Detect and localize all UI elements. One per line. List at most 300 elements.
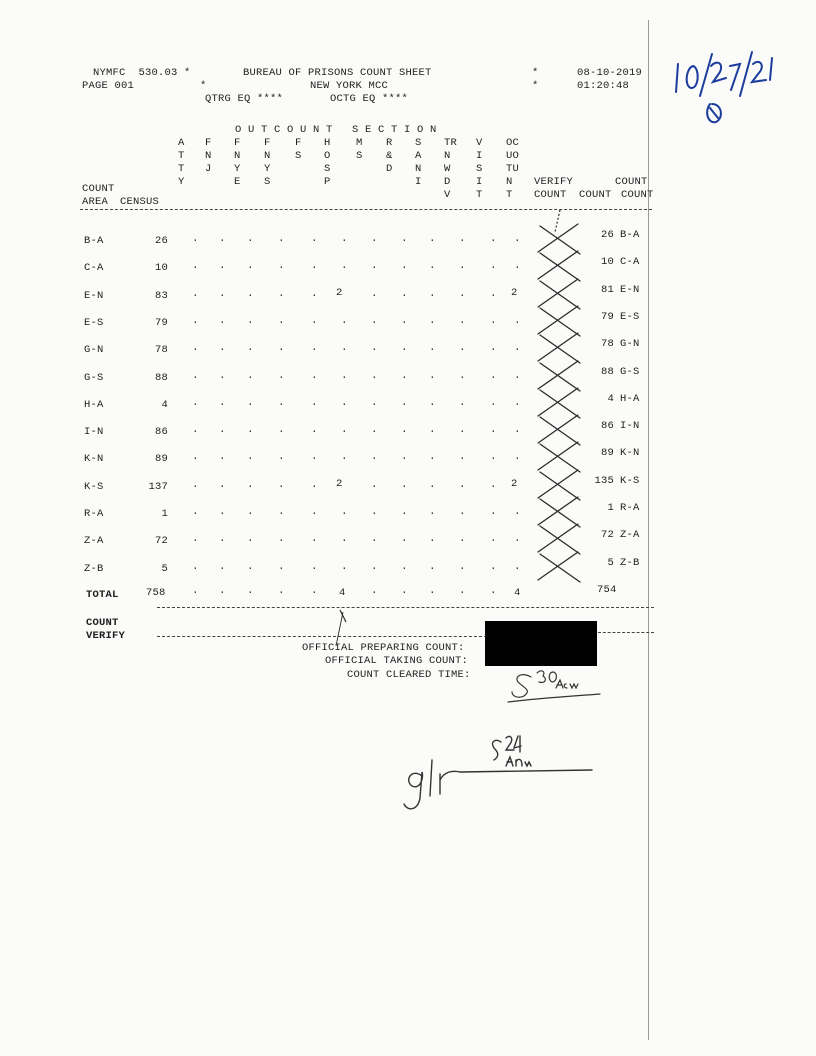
row-dot: .: [192, 233, 199, 245]
row-verify-count: 5: [607, 557, 614, 569]
column-header-letter: N: [415, 163, 422, 175]
row-dot: .: [371, 233, 378, 245]
row-dot: .: [459, 233, 466, 245]
row-dot: .: [459, 479, 466, 491]
column-header-letter: V: [476, 137, 483, 149]
row-dot: .: [371, 451, 378, 463]
row-dot: .: [341, 342, 348, 354]
total-hosp: 4: [339, 587, 346, 599]
row-dot: .: [514, 506, 521, 518]
row-dot: .: [341, 397, 348, 409]
row-count-area-right: G-S: [620, 366, 640, 378]
row-dot: .: [219, 233, 226, 245]
count-cleared-label: COUNT CLEARED TIME:: [347, 669, 471, 681]
row-dot: .: [219, 533, 226, 545]
row-verify-count: 86: [600, 420, 614, 432]
row-dot: .: [429, 533, 436, 545]
column-header-letter: H: [324, 137, 331, 149]
row-dot: .: [514, 424, 521, 436]
row-dot: .: [490, 479, 497, 491]
row-dot: .: [278, 424, 285, 436]
column-header-letter: W: [444, 163, 451, 175]
row-count-area-right: E-N: [620, 284, 640, 296]
row-count-area: K-N: [84, 453, 104, 465]
row-count-area: K-S: [84, 481, 104, 493]
row-dot: .: [247, 315, 254, 327]
column-header-letter: S: [415, 137, 422, 149]
row-dot: .: [192, 315, 199, 327]
column-header-letter: Y: [234, 163, 241, 175]
row-dot: .: [341, 533, 348, 545]
row-dot: .: [459, 424, 466, 436]
row-dot: .: [311, 233, 318, 245]
row-dot: .: [219, 561, 226, 573]
row-dot: .: [371, 533, 378, 545]
row-dot: .: [371, 260, 378, 272]
row-dot: .: [311, 451, 318, 463]
row-dot: .: [247, 506, 254, 518]
row-dot: .: [514, 233, 521, 245]
row-dot: .: [311, 397, 318, 409]
row-dot: .: [192, 561, 199, 573]
row-dot: .: [429, 479, 436, 491]
column-header-letter: N: [444, 150, 451, 162]
row-dot: .: [429, 342, 436, 354]
row-dot: .: [490, 424, 497, 436]
row-dot: .: [401, 506, 408, 518]
column-header-letter: J: [205, 163, 212, 175]
row-count-area: Z-B: [84, 563, 104, 575]
row-dot: .: [219, 260, 226, 272]
row-dot: .: [459, 397, 466, 409]
row-count-area: E-S: [84, 317, 104, 329]
count-header: COUNT: [579, 189, 612, 201]
header-right-star: *: [532, 80, 539, 92]
column-header-letter: S: [295, 150, 302, 162]
row-dot: .: [490, 561, 497, 573]
row-count-area-right: Z-B: [620, 557, 640, 569]
total-dot: .: [459, 585, 466, 597]
row-dot: .: [459, 451, 466, 463]
row-census: 78: [154, 344, 168, 356]
row-dot: .: [247, 397, 254, 409]
row-dot: .: [192, 260, 199, 272]
row-dot: .: [401, 533, 408, 545]
row-dot: .: [371, 479, 378, 491]
print-time: 01:20:48: [577, 80, 630, 92]
row-dot: .: [490, 315, 497, 327]
row-dot: .: [429, 370, 436, 382]
row-dot: .: [341, 506, 348, 518]
row-dot: .: [192, 451, 199, 463]
qtrg-label: QTRG EQ ****: [205, 93, 284, 105]
column-header-letter: N: [264, 150, 271, 162]
count-verify-label: COUNT: [86, 617, 119, 629]
row-dot: .: [401, 561, 408, 573]
row-census: 5: [161, 563, 168, 575]
verify-x-mark: [538, 415, 580, 445]
column-header-letter: F: [205, 137, 212, 149]
row-dot: .: [429, 451, 436, 463]
row-dot: .: [401, 260, 408, 272]
row-dot: .: [401, 424, 408, 436]
row-census: 88: [154, 372, 168, 384]
column-header-letter: S: [324, 163, 331, 175]
row-dot: .: [219, 397, 226, 409]
row-dot: .: [247, 260, 254, 272]
row-dot: .: [459, 260, 466, 272]
row-dot: .: [311, 315, 318, 327]
total-dot: .: [192, 585, 199, 597]
verify-header: VERIFY: [534, 176, 574, 188]
row-dot: .: [401, 451, 408, 463]
verify-x-mark: [538, 497, 580, 527]
row-census: 4: [161, 399, 168, 411]
row-verify-count: 79: [600, 311, 614, 323]
row-dot: .: [514, 561, 521, 573]
column-header-letter: &: [386, 150, 393, 162]
print-date: 08-10-2019: [577, 67, 643, 79]
row-dot: .: [192, 424, 199, 436]
row-count-area-right: B-A: [620, 229, 640, 241]
total-outcount: 4: [514, 587, 521, 599]
outcount-section-title: O U T C O U N T S E C T I O N: [235, 124, 437, 136]
row-dot: .: [278, 315, 285, 327]
row-dot: .: [514, 260, 521, 272]
row-count-area-right: K-S: [620, 475, 640, 487]
row-dot: .: [219, 370, 226, 382]
row-census: 137: [148, 481, 168, 493]
row-dot: .: [341, 315, 348, 327]
column-header-letter: P: [324, 176, 331, 188]
total-census: 758: [146, 587, 166, 599]
row-dot: .: [341, 260, 348, 272]
row-dot: .: [459, 288, 466, 300]
row-dot: .: [401, 370, 408, 382]
total-dot: .: [278, 585, 285, 597]
row-dot: .: [219, 424, 226, 436]
row-census: 89: [154, 453, 168, 465]
row-dot: .: [341, 451, 348, 463]
column-header-letter: A: [178, 137, 185, 149]
row-count-area-right: G-N: [620, 338, 640, 350]
row-dot: .: [247, 233, 254, 245]
verify-x-mark: [538, 552, 580, 582]
row-dot: .: [429, 233, 436, 245]
row-dot: .: [192, 533, 199, 545]
column-header-letter: S: [264, 176, 271, 188]
column-header-letter: Y: [178, 176, 185, 188]
total-count: 754: [597, 584, 617, 596]
row-outcount-total: 2: [511, 287, 518, 299]
row-dot: .: [311, 533, 318, 545]
row-count-area-right: H-A: [620, 393, 640, 405]
column-header-letter: R: [386, 137, 393, 149]
row-dot: .: [514, 451, 521, 463]
row-dot: .: [429, 424, 436, 436]
header-star: *: [200, 80, 207, 92]
column-header-letter: T: [506, 189, 513, 201]
column-header-letter: D: [444, 176, 451, 188]
row-dot: .: [247, 342, 254, 354]
row-dot: .: [247, 533, 254, 545]
column-header-letter: F: [295, 137, 302, 149]
page-number: PAGE 001: [82, 80, 135, 92]
row-dot: .: [429, 506, 436, 518]
row-dot: .: [371, 288, 378, 300]
row-dot: .: [192, 479, 199, 491]
column-header-letter: N: [506, 176, 513, 188]
row-dot: .: [278, 260, 285, 272]
verify-x-mark: [538, 333, 580, 363]
column-header-letter: F: [234, 137, 241, 149]
row-dot: .: [514, 533, 521, 545]
row-dot: .: [401, 288, 408, 300]
row-dot: .: [514, 342, 521, 354]
row-dot: .: [459, 561, 466, 573]
row-count-area-right: Z-A: [620, 529, 640, 541]
row-count-area: B-A: [84, 235, 104, 247]
row-verify-count: 81: [600, 284, 614, 296]
column-header-letter: N: [234, 150, 241, 162]
total-dot: .: [247, 585, 254, 597]
row-dot: .: [219, 506, 226, 518]
row-dot: .: [278, 397, 285, 409]
verify-x-mark: [538, 224, 580, 254]
row-census: 1: [161, 508, 168, 520]
row-dot: .: [219, 451, 226, 463]
total-dot: .: [401, 585, 408, 597]
row-verify-count: 72: [600, 529, 614, 541]
row-dot: .: [490, 288, 497, 300]
row-dot: .: [459, 506, 466, 518]
column-header-letter: S: [476, 163, 483, 175]
row-dot: .: [192, 506, 199, 518]
verify-x-mark: [538, 306, 580, 336]
column-header-letter: I: [476, 176, 483, 188]
row-dot: .: [341, 370, 348, 382]
row-dot: .: [247, 561, 254, 573]
count-verify-label: VERIFY: [86, 630, 126, 642]
row-dot: .: [429, 397, 436, 409]
row-verify-count: 10: [600, 256, 614, 268]
column-header-letter: T: [476, 189, 483, 201]
row-verify-count: 88: [600, 366, 614, 378]
row-dot: .: [341, 561, 348, 573]
verify-x-mark: [538, 524, 580, 554]
row-dot: .: [192, 370, 199, 382]
column-header-letter: T: [178, 150, 185, 162]
row-census: 26: [154, 235, 168, 247]
row-dot: .: [311, 342, 318, 354]
row-dot: .: [247, 479, 254, 491]
verify-x-mark: [538, 470, 580, 500]
row-dot: .: [401, 233, 408, 245]
row-census: 79: [154, 317, 168, 329]
row-dot: .: [192, 288, 199, 300]
document-title: BUREAU OF PRISONS COUNT SHEET: [243, 67, 432, 79]
row-dot: .: [459, 315, 466, 327]
row-count-area-right: R-A: [620, 502, 640, 514]
column-header-letter: O: [324, 150, 331, 162]
row-verify-count: 89: [600, 447, 614, 459]
row-dot: .: [429, 260, 436, 272]
total-dot: .: [219, 585, 226, 597]
row-count-area-right: K-N: [620, 447, 640, 459]
handwritten-date-signature: [676, 52, 772, 122]
row-dot: .: [371, 506, 378, 518]
row-dot: .: [490, 506, 497, 518]
row-dot: .: [459, 370, 466, 382]
verify-x-marks: [538, 224, 580, 582]
row-dot: .: [278, 342, 285, 354]
row-dot: .: [278, 370, 285, 382]
row-dot: .: [514, 370, 521, 382]
row-dot: .: [311, 479, 318, 491]
column-header-letter: N: [205, 150, 212, 162]
header-left-line1: NYMFC 530.03 *: [93, 67, 191, 79]
row-census: 83: [154, 290, 168, 302]
row-dot: .: [371, 561, 378, 573]
column-header-letter: M: [356, 137, 363, 149]
row-dot: .: [371, 397, 378, 409]
column-header-letter: V: [444, 189, 451, 201]
count-area-right-header: COUNT: [621, 189, 654, 201]
row-dot: .: [429, 561, 436, 573]
row-dot: .: [429, 288, 436, 300]
row-dot: .: [490, 342, 497, 354]
column-header-letter: E: [234, 176, 241, 188]
header-right-star: *: [532, 67, 539, 79]
row-count-area: G-N: [84, 344, 104, 356]
column-header-letter: TU: [506, 163, 520, 175]
row-dot: .: [219, 288, 226, 300]
row-dot: .: [341, 424, 348, 436]
verify-x-mark: [538, 361, 580, 391]
row-dot: .: [490, 370, 497, 382]
facility-name: NEW YORK MCC: [310, 80, 389, 92]
row-verify-count: 4: [607, 393, 614, 405]
row-dot: .: [192, 397, 199, 409]
row-dot: .: [278, 479, 285, 491]
column-header-letter: A: [415, 150, 422, 162]
column-header-letter: I: [476, 150, 483, 162]
column-header-letter: Y: [264, 163, 271, 175]
row-outcount-total: 2: [511, 478, 518, 490]
row-verify-count: 135: [594, 475, 614, 487]
row-count-area: I-N: [84, 426, 104, 438]
row-dot: .: [459, 342, 466, 354]
column-header-letter: S: [356, 150, 363, 162]
row-verify-count: 26: [600, 229, 614, 241]
row-dot: .: [278, 533, 285, 545]
row-count-area: C-A: [84, 262, 104, 274]
row-dot: .: [219, 479, 226, 491]
column-header-letter: OC: [506, 137, 520, 149]
row-census: 10: [154, 262, 168, 274]
column-header-letter: D: [386, 163, 393, 175]
row-dot: .: [401, 342, 408, 354]
row-dot: .: [490, 397, 497, 409]
total-dot: .: [490, 585, 497, 597]
row-census: 72: [154, 535, 168, 547]
column-header-letter: TR: [444, 137, 458, 149]
total-dot: .: [311, 585, 318, 597]
row-dot: .: [311, 288, 318, 300]
row-dot: .: [490, 260, 497, 272]
row-dot: .: [401, 479, 408, 491]
row-dot: .: [490, 451, 497, 463]
row-hosp-count: 2: [336, 478, 343, 490]
row-dot: .: [371, 315, 378, 327]
column-header-letter: I: [415, 176, 422, 188]
count-area-header: COUNT: [82, 183, 115, 195]
row-dot: .: [278, 561, 285, 573]
row-dot: .: [459, 533, 466, 545]
row-dot: .: [247, 424, 254, 436]
row-count-area-right: E-S: [620, 311, 640, 323]
row-dot: .: [278, 506, 285, 518]
row-count-area-right: C-A: [620, 256, 640, 268]
count-area-right-header: COUNT: [615, 176, 648, 188]
cleared-time-handwriting: [508, 671, 600, 702]
row-dot: .: [371, 370, 378, 382]
row-count-area: R-A: [84, 508, 104, 520]
row-dot: .: [247, 288, 254, 300]
column-header-letter: UO: [506, 150, 520, 162]
verify-x-mark: [538, 251, 580, 281]
row-dot: .: [401, 315, 408, 327]
row-dot: .: [490, 233, 497, 245]
row-hosp-count: 2: [336, 287, 343, 299]
row-dot: .: [278, 288, 285, 300]
octg-label: OCTG EQ ****: [330, 93, 409, 105]
row-count-area: H-A: [84, 399, 104, 411]
row-count-area: G-S: [84, 372, 104, 384]
row-dot: .: [219, 315, 226, 327]
row-dot: .: [247, 370, 254, 382]
row-count-area: E-N: [84, 290, 104, 302]
row-dot: .: [192, 342, 199, 354]
row-census: 86: [154, 426, 168, 438]
official-preparing-label: OFFICIAL PREPARING COUNT:: [302, 642, 465, 654]
official-taking-label: OFFICIAL TAKING COUNT:: [325, 655, 469, 667]
row-verify-count: 1: [607, 502, 614, 514]
count-area-header: AREA: [82, 196, 109, 208]
row-dot: .: [514, 315, 521, 327]
row-dot: .: [278, 451, 285, 463]
verify-x-mark: [538, 279, 580, 309]
row-dot: .: [514, 397, 521, 409]
total-label: TOTAL: [86, 589, 119, 601]
row-count-area-right: I-N: [620, 420, 640, 432]
total-dot: .: [371, 585, 378, 597]
row-dot: .: [311, 506, 318, 518]
row-dot: .: [278, 233, 285, 245]
row-dot: .: [219, 342, 226, 354]
row-dot: .: [341, 233, 348, 245]
column-header-letter: F: [264, 137, 271, 149]
row-dot: .: [311, 561, 318, 573]
census-header: CENSUS: [120, 196, 160, 208]
row-dot: .: [371, 342, 378, 354]
row-dot: .: [401, 397, 408, 409]
row-dot: .: [490, 533, 497, 545]
verify-x-mark: [538, 442, 580, 472]
row-dot: .: [311, 370, 318, 382]
initials-signature: [404, 736, 592, 809]
column-header-letter: T: [178, 163, 185, 175]
